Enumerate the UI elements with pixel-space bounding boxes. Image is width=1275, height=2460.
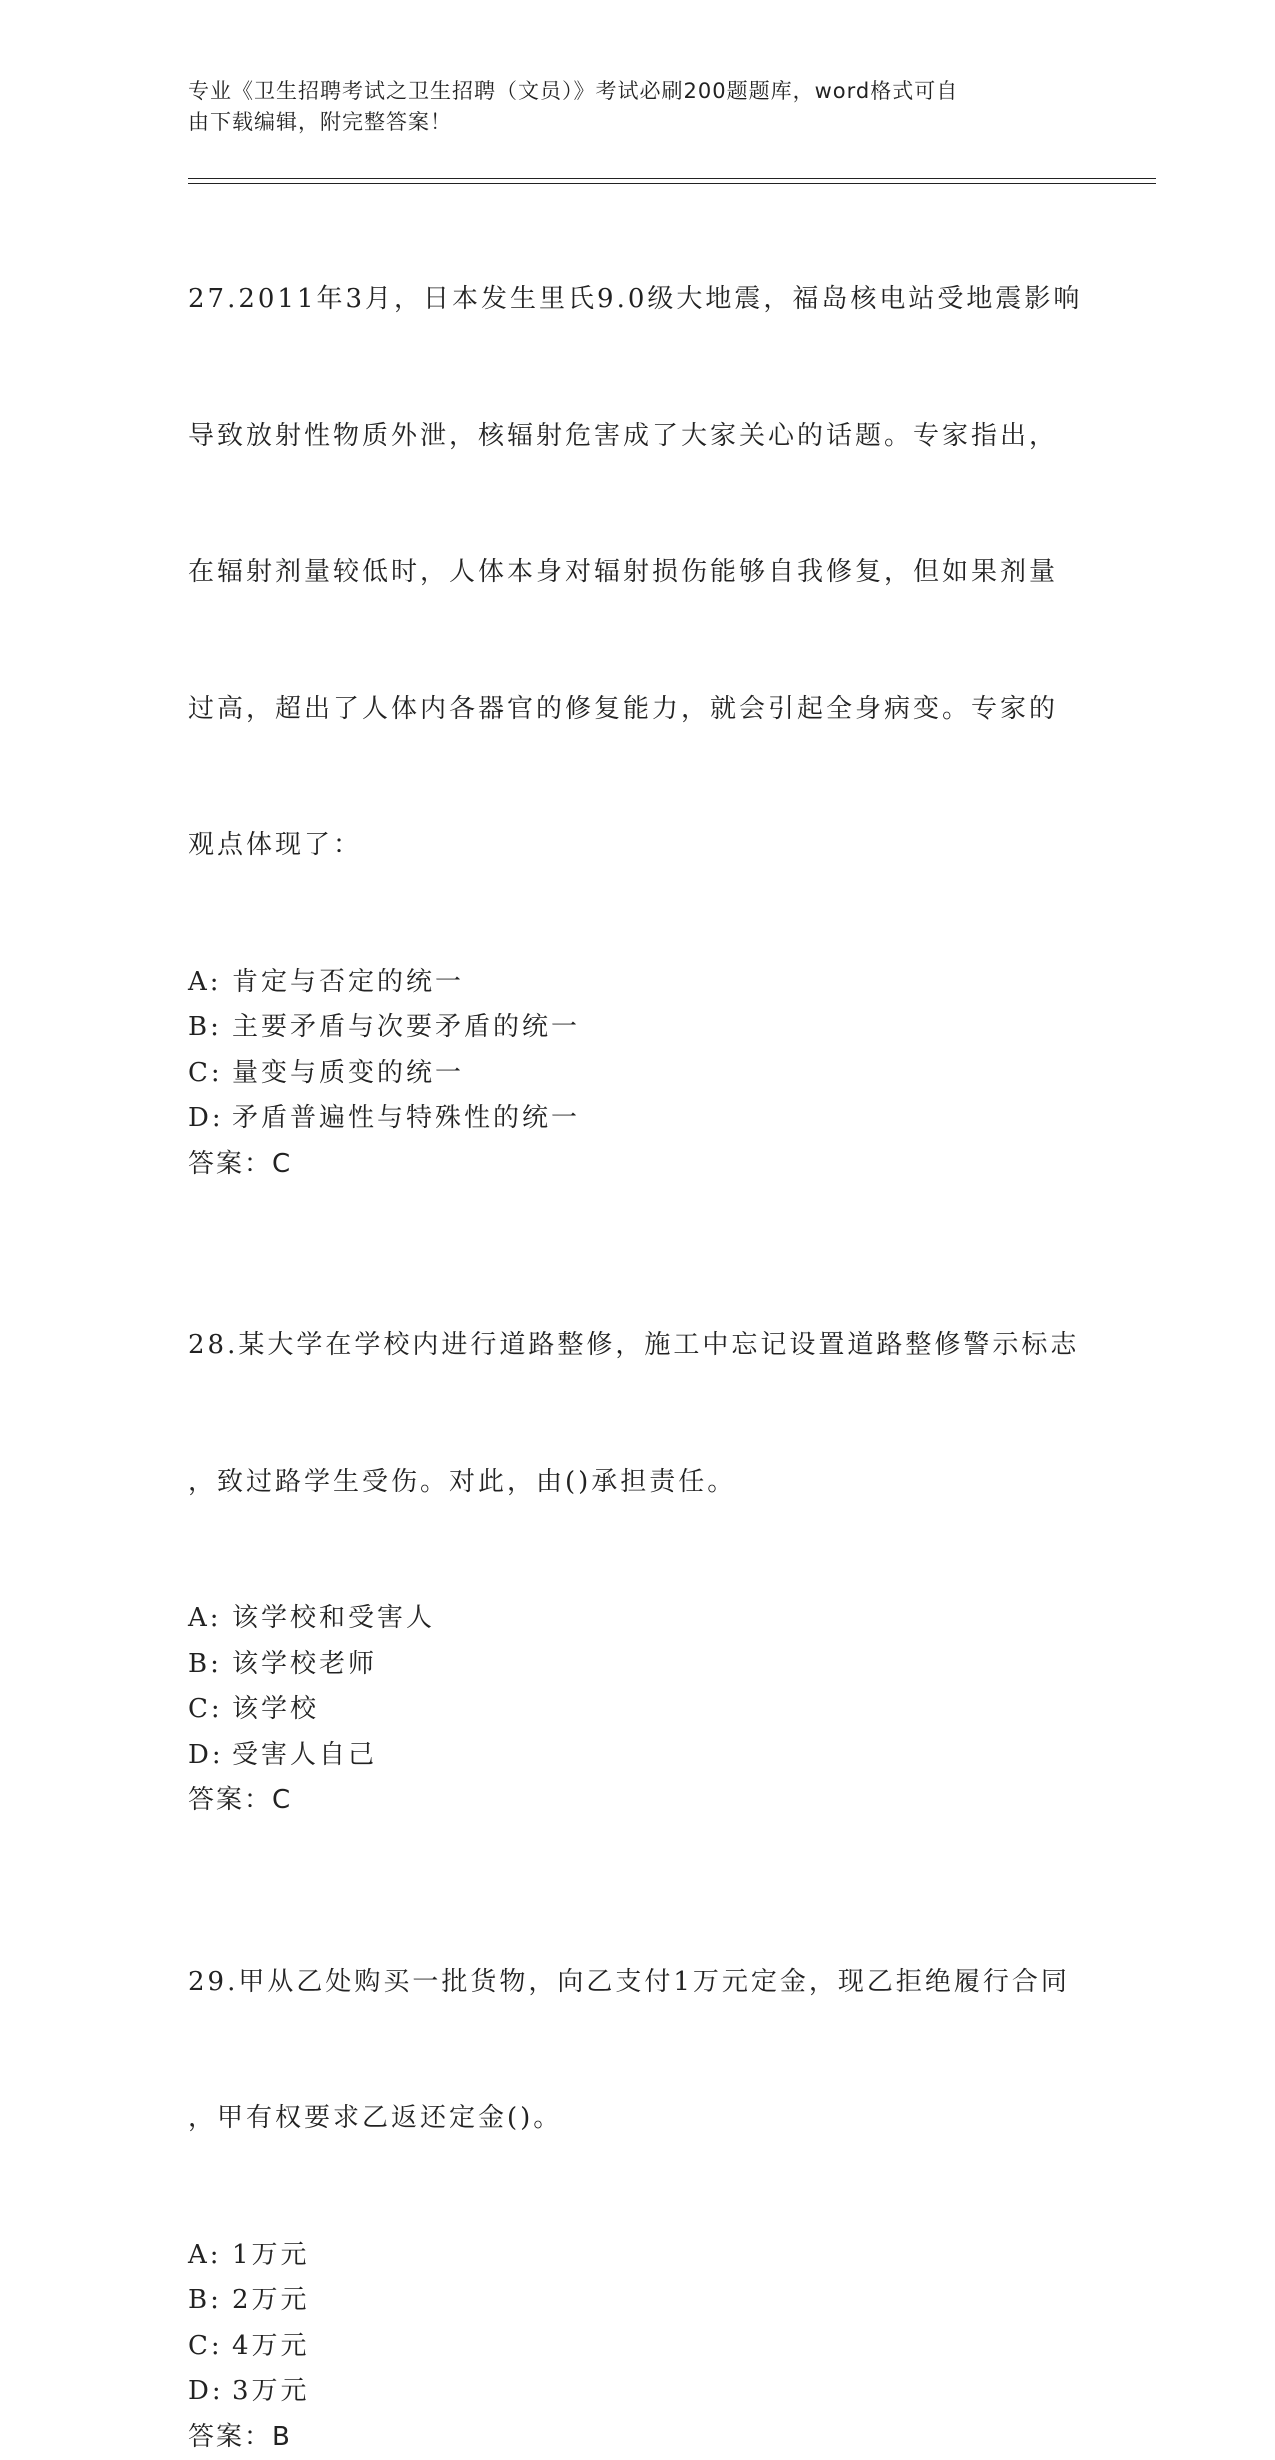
option-a: [188, 2233, 1088, 2279]
option-text: 4万元: [232, 2331, 310, 2361]
question-27: [188, 186, 1088, 1187]
header-line-1: 专业《卫生招聘考试之卫生招聘（文员）》考试必刷200题题库，word格式可自: [188, 76, 1068, 107]
header-line-2: 由下载编辑，附完整答案！: [188, 107, 1068, 138]
option-text: 2万元: [232, 2285, 310, 2315]
question-line: 在辐射剂量较低时，人体本身对辐射损伤能够自我修复，但如果剂量: [188, 550, 1088, 596]
answer: 答案：C: [188, 1778, 1088, 1824]
option-key: D:: [188, 2369, 232, 2415]
question-line: ，甲有权要求乙返还定金()。: [188, 2096, 1088, 2142]
option-key: D:: [188, 1733, 232, 1779]
option-b: [188, 1642, 1088, 1688]
option-key: C:: [188, 2324, 232, 2370]
question-line: ，致过路学生受伤。对此，由()承担责任。: [188, 1460, 1088, 1506]
question-spacer: [188, 1824, 1088, 1869]
answer: 答案：B: [188, 2415, 1088, 2460]
option-a: [188, 1596, 1088, 1642]
question-line: 28.某大学在学校内进行道路整修，施工中忘记设置道路整修警示标志: [188, 1323, 1088, 1369]
option-key: B:: [188, 1005, 232, 1051]
option-text: 该学校老师: [232, 1649, 377, 1679]
option-d: [188, 1733, 1088, 1779]
question-line: 27.2011年3月，日本发生里氏9.0级大地震，福岛核电站受地震影响: [188, 277, 1088, 323]
question-29: [188, 1869, 1088, 2460]
option-b: [188, 2278, 1088, 2324]
question-text: [188, 186, 1088, 960]
question-line: 导致放射性物质外泄，核辐射危害成了大家关心的话题。专家指出，: [188, 414, 1088, 460]
option-text: 受害人自己: [232, 1740, 377, 1770]
question-line: 观点体现了：: [188, 823, 1088, 869]
question-text: [188, 1869, 1088, 2233]
option-key: A:: [188, 1596, 232, 1642]
option-d: [188, 1096, 1088, 1142]
question-line: 29.甲从乙处购买一批货物，向乙支付1万元定金，现乙拒绝履行合同: [188, 1960, 1088, 2006]
option-key: A:: [188, 2233, 232, 2279]
option-d: [188, 2369, 1088, 2415]
question-28: [188, 1232, 1088, 1824]
option-text: 该学校和受害人: [232, 1603, 435, 1633]
document-header: [188, 76, 1068, 138]
option-key: C:: [188, 1051, 232, 1097]
option-text: 矛盾普遍性与特殊性的统一: [232, 1103, 580, 1133]
question-spacer: [188, 1187, 1088, 1232]
option-key: C:: [188, 1687, 232, 1733]
option-c: [188, 2324, 1088, 2370]
header-divider-bottom: [188, 183, 1156, 184]
answer: 答案：C: [188, 1142, 1088, 1188]
option-text: 该学校: [232, 1694, 319, 1724]
option-text: 量变与质变的统一: [232, 1058, 464, 1088]
question-line: 过高，超出了人体内各器官的修复能力，就会引起全身病变。专家的: [188, 687, 1088, 733]
header-divider-top: [188, 178, 1156, 179]
option-c: [188, 1051, 1088, 1097]
option-b: [188, 1005, 1088, 1051]
question-text: [188, 1232, 1088, 1596]
option-c: [188, 1687, 1088, 1733]
option-text: 1万元: [232, 2240, 310, 2270]
option-a: [188, 960, 1088, 1006]
option-key: B:: [188, 2278, 232, 2324]
question-list: [188, 186, 1088, 2460]
option-text: 主要矛盾与次要矛盾的统一: [232, 1012, 580, 1042]
option-key: A:: [188, 960, 232, 1006]
option-key: D:: [188, 1096, 232, 1142]
option-key: B:: [188, 1642, 232, 1688]
option-text: 3万元: [232, 2376, 310, 2406]
option-text: 肯定与否定的统一: [232, 967, 464, 997]
